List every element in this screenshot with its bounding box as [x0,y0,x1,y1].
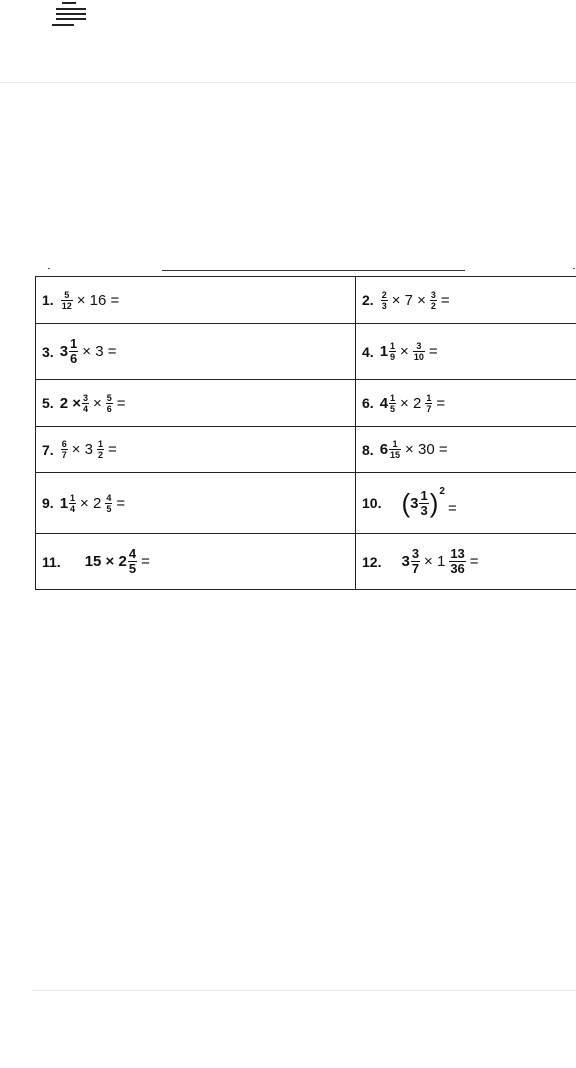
problem-cell: 10. ( 3 $\frac{1}{3}$ ) 2 = [356,473,576,534]
fraction: $\frac{3}{2}$ [430,289,436,311]
fraction: $\frac{1}{6}$ [70,336,78,366]
problem-cell: 1. $\frac{5}{12}$ × 16 = [36,277,356,324]
table-row [36,380,576,427]
fraction: $\frac{2}{3}$ [381,289,387,311]
fraction: $\frac{1}{15}$ [390,439,401,460]
worksheet-header-line [162,270,465,271]
problem-number: 10. [362,495,382,511]
problem-number: 6. [362,395,374,411]
problem-number: 9. [42,495,54,511]
problem-cell: 6. 4 $\frac{1}{5}$ × 2 $\frac{1}{7}$ = [356,380,576,427]
fraction: $\frac{1}{7}$ [426,392,432,414]
problem-number: 2. [362,292,374,308]
fraction: $\frac{5}{6}$ [106,392,112,414]
problem-number: 1. [42,292,54,308]
fraction: $\frac{4}{5}$ [128,546,137,576]
fraction: $\frac{4}{5}$ [106,492,112,514]
problem-cell: 9. 1 $\frac{1}{4}$ × 2 $\frac{4}{5}$ = [36,473,356,534]
fraction: $\frac{1}{5}$ [390,392,396,414]
problem-number: 5. [42,395,54,411]
text-align-menu-icon[interactable] [52,2,88,30]
problem-cell: 12. 3 $\frac{3}{7}$ × 1 $\frac{13}{36}$ = [356,534,576,590]
problem-cell: 4. 1 $\frac{1}{9}$ × $\frac{3}{10}$ = [356,324,576,380]
table-row [36,427,576,473]
fraction: $\frac{1}{4}$ [70,492,76,514]
problem-number: 7. [42,441,54,458]
header-tick [573,268,575,269]
problem-cell: 7. $\frac{6}{7}$ × 3 $\frac{1}{2}$ = [36,427,356,473]
fraction: $\frac{1}{2}$ [97,439,103,460]
fraction: $\frac{5}{12}$ [61,289,72,311]
fraction: $\frac{3}{10}$ [413,341,424,362]
problem-cell: 8. 6 $\frac{1}{15}$ × 30 = [356,427,576,473]
fraction: $\frac{3}{4}$ [82,392,88,414]
table-row [36,534,576,590]
fraction: $\frac{3}{7}$ [411,546,420,576]
bottom-divider [32,990,576,991]
top-bar [0,0,576,83]
problem-number: 4. [362,343,374,360]
problem-cell: 11. 15 × 2 $\frac{4}{5}$ = [36,534,356,590]
header-tick [48,268,50,269]
fraction: $\frac{13}{36}$ [450,546,465,576]
table-row [36,324,576,380]
fraction: $\frac{1}{9}$ [390,341,396,362]
problem-number: 8. [362,441,374,458]
problem-cell: 2. $\frac{2}{3}$ × 7 × $\frac{3}{2}$ = [356,277,576,324]
fraction: $\frac{6}{7}$ [61,439,67,460]
problem-number: 11. [42,553,61,570]
table-row [36,277,576,324]
fraction: $\frac{1}{3}$ [420,487,428,518]
problem-cell: 3. 3 $\frac{1}{6}$ × 3 = [36,324,356,380]
table-row [36,473,576,534]
problem-number: 3. [42,343,54,360]
worksheet-table [35,276,576,590]
problem-cell: 5. 2 × $\frac{3}{4}$ × $\frac{5}{6}$ = [36,380,356,427]
problem-number: 12. [362,553,382,570]
